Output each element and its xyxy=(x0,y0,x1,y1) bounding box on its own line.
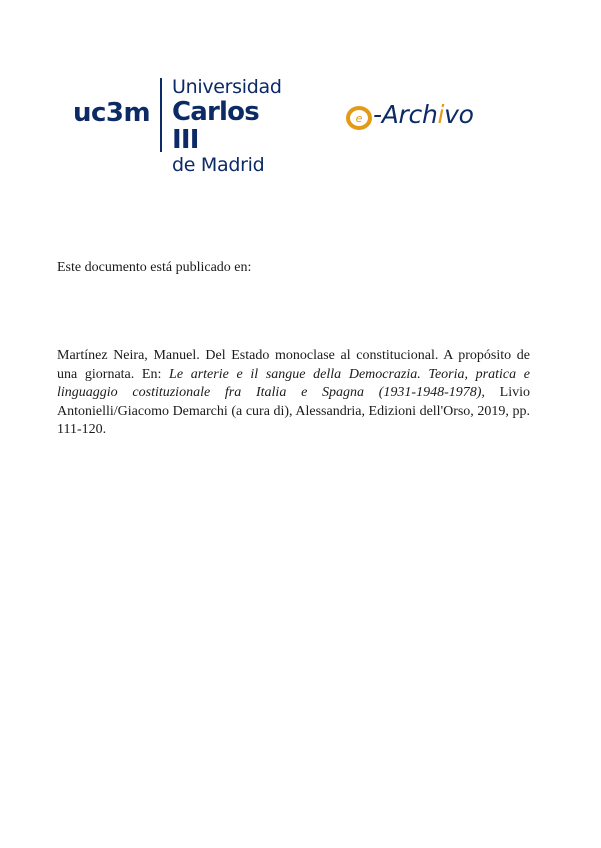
earchivo-badge-letter: e xyxy=(355,112,363,125)
uc3m-logo-name xyxy=(172,76,293,176)
uc3m-logo-line3: de Madrid xyxy=(172,154,265,176)
citation-text xyxy=(57,347,530,440)
earchivo-logo-suffix: vo xyxy=(444,100,474,129)
uc3m-logo-mark: uc3m xyxy=(73,98,151,128)
published-in-label: Este documento está publicado en: xyxy=(57,260,252,275)
earchivo-logo xyxy=(345,98,495,138)
citation-italic-title: Le arterie e il sangue della Democrazia. Teoria, pratica e linguaggio costituzionale fra Italia e Spagna (1931-1948-1978), xyxy=(57,366,530,401)
earchivo-logo-accent: i xyxy=(437,100,445,129)
uc3m-logo-line2: Carlos III xyxy=(172,97,259,155)
earchivo-logo-prefix: -Arch xyxy=(373,100,438,129)
uc3m-logo-divider xyxy=(160,78,162,152)
uc3m-logo xyxy=(73,76,293,176)
uc3m-logo-line1: Universidad xyxy=(172,76,282,98)
earchivo-logo-text xyxy=(373,100,474,130)
citation-part1: Martínez Neira, Manuel. Del Estado monoclase al constitucional. A propósito de una giornata. En: xyxy=(57,348,530,382)
earchivo-badge-icon xyxy=(345,104,375,132)
citation-part2: Livio Antonielli/Giacomo Demarchi (a cura di), Alessandria, Edizioni dell'Orso, 2019, pp. 111-120. xyxy=(57,385,530,438)
